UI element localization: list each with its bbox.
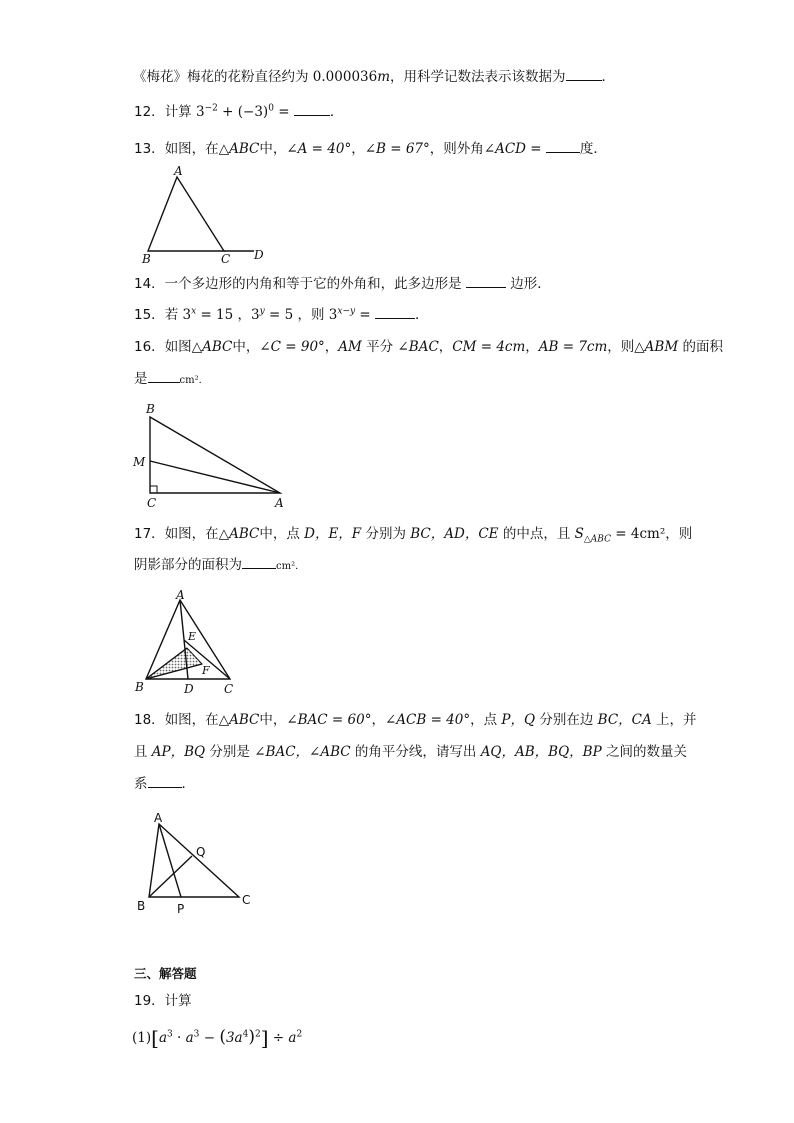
q16-text: 平分 bbox=[361, 339, 398, 355]
q15-base-2: 3 bbox=[251, 307, 260, 323]
q13-separator: ， bbox=[351, 141, 365, 157]
q16-number: 16． bbox=[134, 339, 165, 355]
q11-prefix: 《梅花》梅花的花粉直径约为 bbox=[133, 69, 313, 85]
right-bracket: ] bbox=[260, 1026, 269, 1050]
q13-triangle: △ABC bbox=[218, 141, 260, 157]
q12-exponent-1: −2 bbox=[204, 103, 218, 114]
q18-angle-bac: ∠BAC = 60° bbox=[286, 712, 372, 728]
q19-exponent: 3 bbox=[167, 1029, 173, 1040]
triangle-abc bbox=[148, 177, 224, 251]
q17-text: 的中点，且 bbox=[498, 526, 575, 542]
q12-exponent-2: 0 bbox=[268, 103, 274, 114]
q17-points: D，E，F bbox=[304, 526, 362, 542]
label-a: A bbox=[174, 164, 183, 178]
q16-text: 的面积 bbox=[678, 339, 723, 355]
q18-text: 如图，在 bbox=[164, 712, 219, 728]
q19-minus: − bbox=[199, 1030, 220, 1046]
q15-text: 若 bbox=[164, 307, 183, 323]
q19-a: a bbox=[288, 1030, 297, 1046]
label-b: B bbox=[146, 402, 155, 416]
label-b: B bbox=[142, 252, 151, 266]
q18-points: P，Q bbox=[501, 712, 536, 728]
q19-exponent: 4 bbox=[242, 1029, 249, 1040]
label-b: B bbox=[137, 899, 146, 913]
segment-am bbox=[150, 461, 280, 493]
q15-number: 15． bbox=[134, 307, 165, 323]
label-q: Q bbox=[196, 845, 206, 859]
q17-area-symbol: S bbox=[574, 526, 584, 542]
q18-number: 18． bbox=[134, 712, 165, 728]
label-e: E bbox=[188, 630, 197, 643]
answer-blank[interactable] bbox=[294, 103, 330, 116]
question-14 bbox=[134, 275, 551, 293]
q15-end: ． bbox=[415, 307, 429, 323]
q15-base-1: 3 bbox=[182, 307, 192, 323]
answer-blank[interactable] bbox=[148, 370, 180, 383]
q17-number: 17． bbox=[134, 526, 165, 542]
q19-exponent: 3 bbox=[193, 1029, 200, 1040]
q17-text: 中，点 bbox=[259, 526, 305, 542]
question-15 bbox=[134, 306, 429, 324]
question-18-line-2 bbox=[134, 743, 687, 761]
q17-text: 阴影部分的面积为 bbox=[134, 557, 242, 573]
q17-text: 分别为 bbox=[361, 526, 411, 542]
q15-value-2: = 5 ，则 bbox=[264, 307, 329, 323]
label-c: C bbox=[242, 893, 251, 907]
q17-text: ，则 bbox=[665, 526, 693, 542]
figure-q17-triangle bbox=[132, 588, 247, 700]
right-angle-mark bbox=[150, 486, 157, 493]
question-19-title: 19．计算 bbox=[134, 993, 192, 1009]
label-c: C bbox=[224, 682, 234, 696]
q19-exponent: 2 bbox=[296, 1029, 303, 1040]
label-c: C bbox=[221, 252, 231, 266]
q13-text: ，则外角 bbox=[429, 141, 484, 157]
label-d: D bbox=[254, 248, 264, 262]
label-c: C bbox=[147, 496, 157, 510]
q16-angle-bac: ∠BAC bbox=[397, 339, 439, 355]
question-16-line-2 bbox=[134, 370, 209, 390]
q13-angle-acd: ∠ACD bbox=[483, 141, 526, 157]
right-paren: ) bbox=[248, 1027, 255, 1047]
q15-exponent-y: y bbox=[259, 306, 265, 317]
q17-segments: BC，AD，CE bbox=[410, 526, 499, 542]
q16-text: 中， bbox=[232, 339, 260, 355]
question-11 bbox=[133, 68, 615, 86]
q19-inner: 3a bbox=[225, 1030, 243, 1046]
q18-text: 的角平分线，请写出 bbox=[350, 744, 481, 760]
q13-angle-b: ∠B = 67° bbox=[364, 141, 430, 157]
q19-exponent: 2 bbox=[254, 1029, 261, 1040]
question-17-line-2 bbox=[134, 556, 305, 576]
question-16 bbox=[134, 338, 723, 356]
q15-base-3: 3 bbox=[328, 307, 338, 323]
q13-equals: = bbox=[526, 141, 546, 157]
q19-divide: ÷ bbox=[268, 1030, 289, 1046]
label-d: D bbox=[184, 682, 194, 696]
q18-text: 系 bbox=[134, 776, 148, 792]
q16-ab: AB = 7cm bbox=[538, 339, 608, 355]
answer-blank[interactable] bbox=[242, 556, 276, 569]
q18-triangle: △ABC bbox=[218, 712, 260, 728]
q18-text: 分别在边 bbox=[535, 712, 598, 728]
q12-text: 计算 bbox=[164, 104, 196, 120]
question-18 bbox=[134, 711, 697, 729]
q13-number: 13． bbox=[134, 141, 165, 157]
q17-text: 如图，在 bbox=[164, 526, 219, 542]
question-17 bbox=[134, 525, 692, 543]
q16-comma: ， bbox=[525, 339, 539, 355]
q14-text: 14．一个多边形的内角和等于它的外角和，此多边形是 bbox=[134, 276, 462, 292]
q18-text: 上，并 bbox=[651, 712, 697, 728]
shaded-region bbox=[146, 648, 202, 679]
q16-angle-c: ∠C = 90° bbox=[259, 339, 325, 355]
q18-sides: BC，CA bbox=[597, 712, 652, 728]
section-heading: 三、解答题 bbox=[134, 966, 197, 981]
q15-exponent-x: x bbox=[191, 306, 197, 317]
q16-text: 如图 bbox=[164, 339, 192, 355]
q18-text: 分别是 bbox=[205, 744, 255, 760]
answer-blank[interactable] bbox=[375, 306, 415, 319]
q11-unit: m bbox=[377, 69, 391, 85]
q16-text: 是 bbox=[134, 371, 148, 387]
label-a: A bbox=[275, 496, 284, 510]
q16-comma: ， bbox=[438, 339, 453, 355]
q17-unit: cm²． bbox=[276, 561, 306, 572]
q13-text: 如图，在 bbox=[164, 141, 219, 157]
q11-value: 0.000036 bbox=[312, 69, 378, 85]
q17-area-subscript: △ABC bbox=[583, 534, 611, 545]
q16-comma: ， bbox=[324, 339, 339, 355]
q19-a: a bbox=[158, 1030, 167, 1046]
q16-cm: CM = 4cm bbox=[452, 339, 526, 355]
answer-blank[interactable] bbox=[466, 275, 506, 288]
q12-plus-term: + (−3) bbox=[217, 104, 269, 120]
q12-base: 3 bbox=[195, 104, 205, 120]
label-a: A bbox=[154, 811, 163, 825]
q16-triangle: △ABC bbox=[191, 339, 233, 355]
triangle-abc bbox=[150, 417, 280, 493]
question-18-line-3 bbox=[134, 775, 195, 793]
answer-blank[interactable] bbox=[148, 775, 182, 788]
label-b: B bbox=[135, 680, 144, 694]
label-m: M bbox=[133, 455, 146, 469]
q19-part-label: (1) bbox=[132, 1030, 152, 1046]
q11-suffix: ，用科学记数法表示该数据为 bbox=[390, 69, 566, 85]
q13-end: 度． bbox=[579, 141, 607, 157]
figure-q16-right-triangle bbox=[130, 398, 300, 510]
q12-equals: = bbox=[273, 104, 294, 120]
q12-number: 12． bbox=[134, 104, 165, 120]
q17-area-value: = 4cm² bbox=[610, 526, 666, 542]
label-p: P bbox=[177, 902, 185, 916]
q18-comma: ， bbox=[371, 712, 385, 728]
q18-segments: AQ，AB，BQ，BP bbox=[480, 744, 602, 760]
label-f: F bbox=[202, 664, 210, 677]
q15-exponent-x-y: x−y bbox=[337, 306, 356, 317]
q11-end: ． bbox=[601, 69, 616, 85]
q15-value-1: = 15 ， bbox=[196, 307, 252, 323]
q18-end: ． bbox=[181, 776, 195, 792]
q13-angle-a: ∠A = 40° bbox=[286, 141, 352, 157]
figure-q18-triangle bbox=[132, 808, 262, 918]
q16-triangle-abm: △ABM bbox=[634, 339, 679, 355]
q16-am: AM bbox=[338, 339, 362, 355]
left-paren: ( bbox=[219, 1027, 226, 1047]
q18-text: ，点 bbox=[470, 712, 502, 728]
question-19-part-1 bbox=[132, 1026, 303, 1050]
answer-blank[interactable] bbox=[546, 140, 580, 153]
answer-blank[interactable] bbox=[566, 68, 602, 81]
q19-times: · bbox=[172, 1030, 186, 1046]
q14-end: 边形． bbox=[510, 276, 551, 292]
label-a: A bbox=[176, 588, 185, 602]
figure-q13-triangle bbox=[130, 165, 280, 267]
q18-angle-acb: ∠ACB = 40° bbox=[384, 712, 471, 728]
q16-text: ，则 bbox=[607, 339, 635, 355]
q15-equals: = bbox=[355, 307, 375, 323]
q18-text: 且 bbox=[134, 744, 152, 760]
q18-angles: ∠BAC，∠ABC bbox=[254, 744, 351, 760]
q16-unit: cm²． bbox=[179, 375, 209, 386]
q18-text: 之间的数量关 bbox=[601, 744, 687, 760]
question-13 bbox=[134, 140, 607, 158]
q17-triangle: △ABC bbox=[218, 526, 260, 542]
q13-text: 中， bbox=[259, 141, 287, 157]
q18-bisectors: AP，BQ bbox=[151, 744, 206, 760]
left-bracket: [ bbox=[151, 1026, 159, 1050]
q19-a: a bbox=[185, 1030, 194, 1046]
q12-end: ． bbox=[329, 104, 344, 120]
question-12 bbox=[134, 103, 343, 121]
q18-text: 中， bbox=[259, 712, 287, 728]
